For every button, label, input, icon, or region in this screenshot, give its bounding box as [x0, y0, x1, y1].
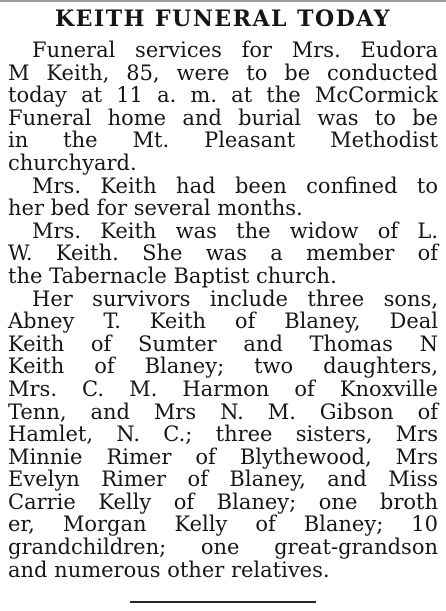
top-rule [0, 0, 446, 2]
text-line: Mrs. Keith had been confined to [32, 173, 438, 198]
text-line: Minnie Rimer of Blythewood, Mrs [8, 444, 438, 469]
text-line: churchyard. [8, 150, 137, 175]
text-line: er, Morgan Kelly of Blaney; 10 [8, 512, 438, 537]
text-line: in the Mt. Pleasant Methodist [8, 128, 438, 153]
bottom-rule [130, 601, 316, 603]
text-line: Mrs. C. M. Harmon of Knoxville [8, 376, 438, 401]
headline: KEITH FUNERAL TODAY [55, 6, 391, 32]
text-line: and numerous other relatives. [8, 557, 330, 582]
text-line: Her survivors include three sons, [32, 286, 438, 311]
text-line: Abney T. Keith of Blaney, Deal [8, 309, 438, 334]
text-line: Funeral services for Mrs. Eudora [32, 38, 438, 62]
text-line: Carrie Kelly of Blaney; one broth [8, 489, 438, 514]
text-line: Hamlet, N. C.; three sisters, Mrs [8, 422, 438, 447]
text-line: Keith of Sumter and Thomas N [8, 331, 438, 356]
text-line: her bed for several months. [8, 196, 303, 221]
text-line: W. Keith. She was a member of [8, 241, 438, 266]
text-line: Funeral home and burial was to be [8, 105, 438, 130]
text-line: grandchildren; one great-grandson [8, 535, 438, 560]
text-line: Evelyn Rimer of Blaney, and Miss [8, 467, 438, 492]
text-line: Tenn, and Mrs N. M. Gibson of [8, 399, 438, 424]
text-line: today at 11 a. m. at the McCormick [8, 83, 438, 108]
text-line: Mrs. Keith was the widow of L. [32, 218, 438, 243]
text-line: the Tabernacle Baptist church. [8, 263, 337, 288]
text-line: Keith of Blaney; two daughters, [8, 354, 438, 379]
article-body [8, 39, 438, 581]
text-line: M Keith, 85, were to be conducted [8, 60, 438, 85]
